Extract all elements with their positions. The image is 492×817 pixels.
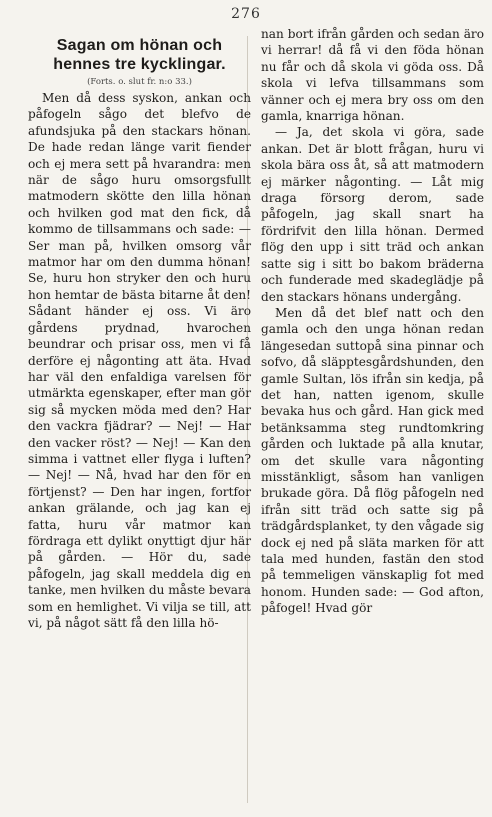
article-title-line1: Sagan om hönan och [56, 37, 223, 54]
left-column-paragraph: Men då dess syskon, ankan och påfogeln sågo det blefvo de afundsjuka på den stackars hönan. De hade redan länge varit fiender och ej mera sett på hvarandra: men när de sågo huru omsorgsfullt matmodern skötte den lilla hönan och hvilken god mat den fick, då kommo de tillsammans och sade: — Ser man på, hvilken omsorg vår matmor har om den dumma hönan! Se, huru hon stryker den och huru hon hemtar de bästa bitarne åt den! Sådant händer ej oss. Vi äro gårdens prydnad, hvarochen beundrar och prisar oss, men vi få derföre ej någonting att äta. Hvad har väl den enfaldiga varelsen för utmärkta egenskaper, efter man gör sig så mycken möda med den? Har den vackra fjädrar? — Nej! — Har den vacker röst? — Nej! — Kan den simma i vattnet eller flyga i luften? — Nej! — Nå, hvad har den för en förtjenst? — Den har ingen, fortfor ankan grälande, och jag kan ej fatta, huru vår matmor kan fördraga ett dylikt onyttigt djur här på gården. — Hör du, sade påfogeln, jag skall meddela dig en tanke, men hvilken du måste bevara som en hemlighet. Vi vilja se till, att vi, på något sätt få den lilla hö- [28, 91, 251, 630]
article-title [28, 36, 251, 74]
page-number: 276 [231, 6, 261, 22]
right-column-paragraph: — Ja, det skola vi göra, sade ankan. Det är blott frågan, huru vi skola bära oss åt, så att matmodern ej märker någonting. — Låt mig draga försorg derom, sade påfogeln, jag skall snart ha fördrifvit den lilla hönan. Dermed flög den upp i sitt träd och ankan satte sig i sitt bo bakom bräderna och funderade med skadeglädje på den stackars hönans undergång. [261, 125, 484, 304]
right-column-paragraph: Men då det blef natt och den gamla och den unga hönan redan längesedan suttopå sina pinnar och sofvo, då släpptesgårdshunden, den gamle Sultan, lös ifrån sin kedja, på det han, natten igenom, skulle bevaka hus och gård. Han gick med betänksamma steg rundtomkring gården och luktade på alla knutar, om det skulle vara någonting misstänkligt, såsom han vanligen brukade göra. Då flög påfogeln ned ifrån sitt träd och satte sig på trädgårdsplanket, ty den vågade sig dock ej ned på släta marken för att tala med hunden, fastän den stod på temmeligen vänskaplig fot med honom. Hunden sade: — God afton, påfogel! Hvad gör [261, 305, 484, 616]
article-title-line2: hennes tre kycklingar. [53, 56, 226, 73]
article-source-note: (Forts. o. slut fr. n:o 33.) [87, 77, 192, 87]
right-column-paragraph: nan bort ifrån gården och sedan äro vi herrar! då få vi den föda hönan nu får och då skola vi göda oss. Då skola vi lefva tillsammans som vänner och ej mera bry oss om den gamla, knarriga hönan. [261, 27, 484, 124]
text-columns [28, 26, 484, 807]
right-column [261, 26, 484, 807]
left-column [28, 26, 251, 807]
